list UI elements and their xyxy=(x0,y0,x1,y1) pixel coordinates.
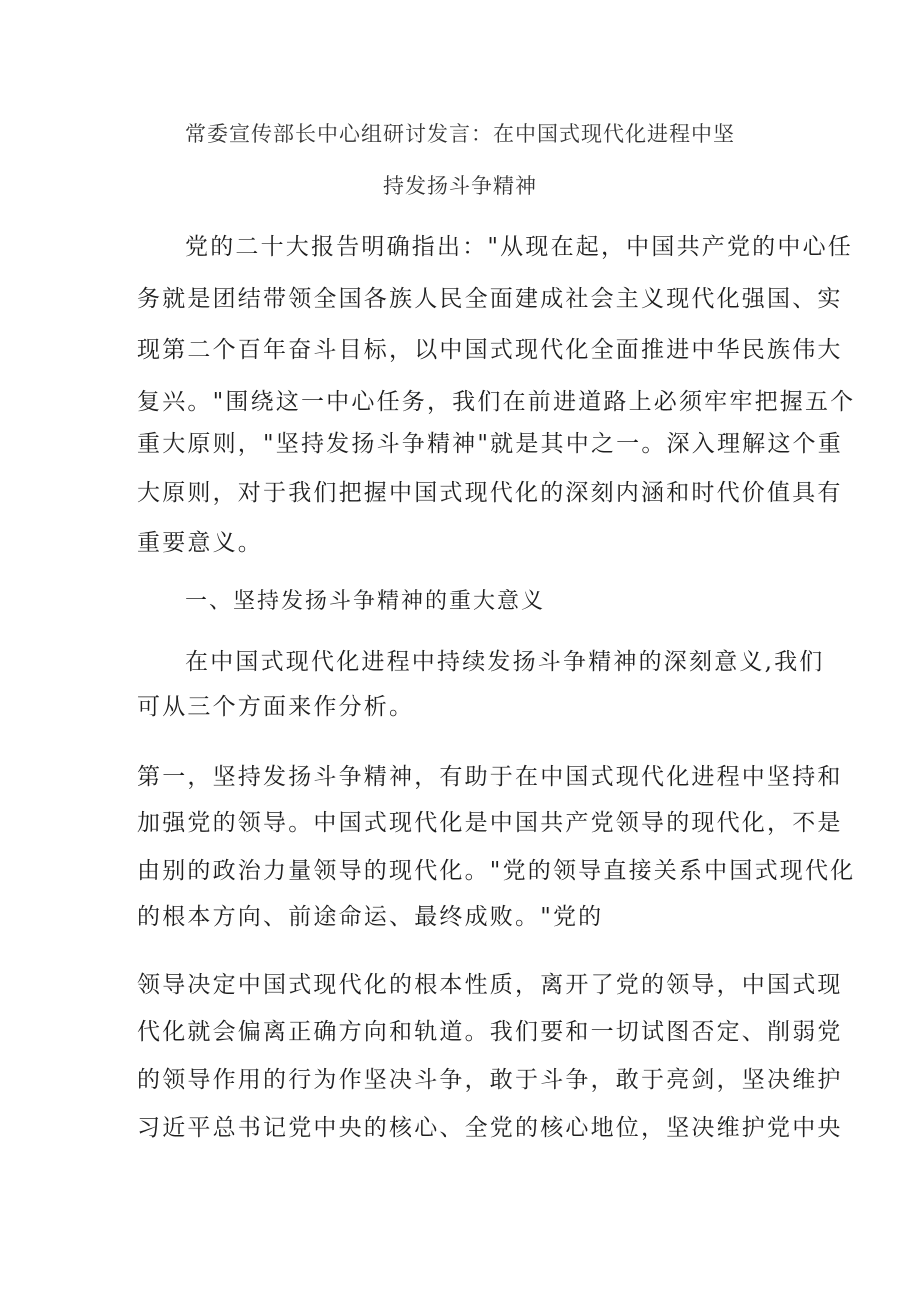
intro-paragraph-line: 党的二十大报告明确指出："从现在起，中国共产党的中心任 xyxy=(185,234,853,260)
section-intro-line: 可从三个方面来作分析。 xyxy=(137,694,415,720)
intro-paragraph-line: 现第二个百年奋斗目标，以中国式现代化全面推进中华民族伟大 xyxy=(137,337,843,363)
section-heading: 一、坚持发扬斗争精神的重大意义 xyxy=(185,589,546,614)
point-one-continuation-line: 代化就会偏离正确方向和轨道。我们要和一切试图否定、削弱党 xyxy=(137,1019,843,1045)
point-one-line: 由别的政治力量领导的现代化。"党的领导直接关系中国式现代化 xyxy=(137,858,856,884)
section-intro-line: 在中国式现代化进程中持续发扬斗争精神的深刻意义,我们 xyxy=(185,649,825,675)
intro-paragraph-line: 重大原则，"坚持发扬斗争精神"就是其中之一。深入理解这个重 xyxy=(137,431,843,457)
document-title-line-1: 常委宣传部长中心组研讨发言：在中国式现代化进程中坚 xyxy=(185,122,735,146)
point-one-line: 第一，坚持发扬斗争精神，有助于在中国式现代化进程中坚持和 xyxy=(137,764,843,790)
document-title-line-2: 持发扬斗争精神 xyxy=(383,174,537,198)
point-one-line: 加强党的领导。中国式现代化是中国共产党领导的现代化，不是 xyxy=(137,810,843,836)
point-one-continuation-line: 的领导作用的行为作坚决斗争，敢于斗争，敢于亮剑，坚决维护 xyxy=(137,1067,843,1093)
intro-paragraph-line: 重要意义。 xyxy=(137,530,263,556)
point-one-continuation-line: 习近平总书记党中央的核心、全党的核心地位，坚决维护党中央 xyxy=(137,1115,843,1141)
point-one-line: 的根本方向、前途命运、最终成败。"党的 xyxy=(137,904,604,930)
intro-paragraph-line: 大原则，对于我们把握中国式现代化的深刻内涵和时代价值具有 xyxy=(137,480,843,506)
intro-paragraph-line: 务就是团结带领全国各族人民全面建成社会主义现代化强国、实 xyxy=(137,286,843,312)
intro-paragraph-line: 复兴。"围绕这一中心任务，我们在前进道路上必须牢牢把握五个 xyxy=(137,389,856,415)
point-one-continuation-line: 领导决定中国式现代化的根本性质，离开了党的领导，中国式现 xyxy=(137,972,843,998)
